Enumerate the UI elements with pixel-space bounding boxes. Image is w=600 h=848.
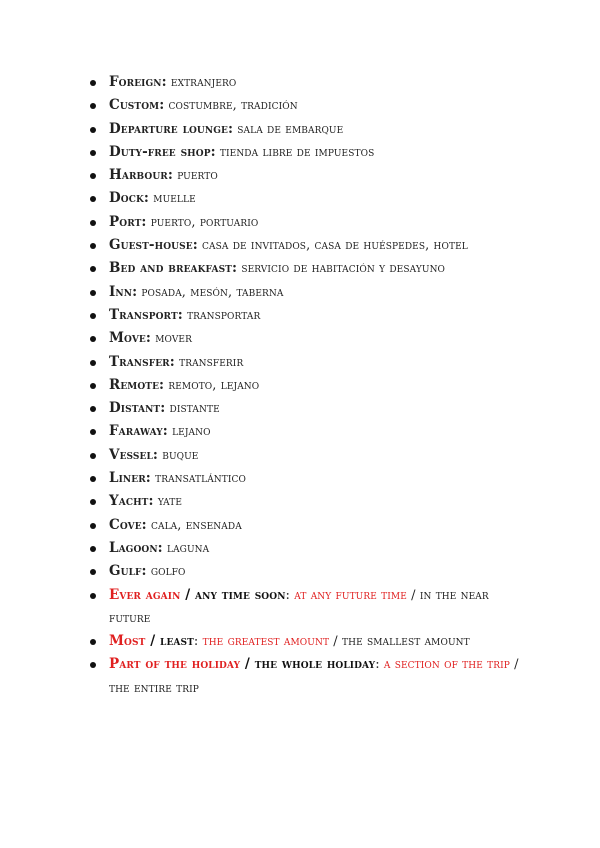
- bullet-icon: [90, 453, 96, 459]
- vocab-item: [88, 351, 528, 374]
- colon: :: [375, 657, 384, 673]
- bullet-icon: [90, 173, 96, 179]
- term-b: the whole holiday: [254, 656, 376, 673]
- term: Duty-free shop:: [109, 143, 216, 160]
- definition: laguna: [167, 540, 210, 556]
- definition: cala, ensenada: [151, 517, 242, 533]
- definition-b: in the near future: [109, 587, 489, 626]
- vocab-item: [88, 141, 528, 164]
- term: Yacht:: [109, 493, 154, 510]
- bullet-icon: [90, 569, 96, 575]
- definition: golfo: [150, 564, 186, 580]
- slash: /: [145, 633, 161, 650]
- definition-b: the entire trip: [109, 680, 199, 696]
- vocab-item: [88, 490, 528, 513]
- bullet-icon: [90, 127, 96, 133]
- definition: casa de invitados, casa de huéspedes, hotel: [202, 238, 468, 254]
- term: Move:: [109, 330, 151, 347]
- bullet-icon: [90, 429, 96, 435]
- vocab-item: [88, 164, 528, 187]
- bullet-icon: [90, 476, 96, 482]
- definition: tienda libre de impuestos: [219, 144, 375, 160]
- term: Inn:: [109, 283, 138, 300]
- vocabulary-list: [88, 71, 528, 700]
- term: Dock:: [109, 190, 150, 207]
- vocab-item: [88, 560, 528, 583]
- colon: :: [193, 634, 203, 650]
- bullet-icon: [90, 546, 96, 552]
- term: Transfer:: [109, 353, 175, 370]
- bullet-icon: [90, 220, 96, 226]
- bullet-icon: [90, 150, 96, 156]
- vocab-item: [88, 257, 528, 280]
- term-b: any time soon: [195, 586, 286, 603]
- vocab-pair-item: [88, 653, 528, 700]
- vocab-item: [88, 420, 528, 443]
- vocab-item: [88, 537, 528, 560]
- term: Transport:: [109, 306, 183, 323]
- bullet-icon: [90, 336, 96, 342]
- vocab-pair-item: [88, 584, 528, 631]
- bullet-icon: [90, 499, 96, 505]
- vocab-item: [88, 444, 528, 467]
- slash: /: [180, 586, 196, 603]
- term: Departure lounge:: [109, 120, 234, 137]
- definition-a: a section of the trip: [383, 657, 510, 673]
- term: Foreign:: [109, 74, 167, 90]
- term: Cove:: [109, 516, 147, 533]
- vocab-pair-item: [88, 630, 528, 653]
- definition: sala de embarque: [237, 121, 344, 137]
- definition: remoto, lejano: [168, 377, 260, 393]
- slash: /: [406, 587, 420, 603]
- bullet-icon: [90, 290, 96, 296]
- term-b: least: [160, 633, 194, 650]
- term: Vessel:: [109, 446, 159, 463]
- definition: yate: [157, 494, 183, 510]
- vocab-item: [88, 467, 528, 490]
- term: Bed and breakfast:: [109, 260, 238, 277]
- term: Liner:: [109, 470, 151, 487]
- definition: puerto: [177, 168, 218, 184]
- term: Lagoon:: [109, 539, 163, 556]
- term: Distant:: [109, 400, 166, 417]
- definition: muelle: [153, 191, 196, 207]
- bullet-icon: [90, 103, 96, 109]
- definition-a: the greatest amount: [202, 634, 330, 650]
- vocab-item: [88, 187, 528, 210]
- bullet-icon: [90, 639, 96, 645]
- definition: distante: [169, 401, 220, 417]
- bullet-icon: [90, 383, 96, 389]
- vocab-item: [88, 234, 528, 257]
- vocab-item: [88, 397, 528, 420]
- vocab-item: [88, 327, 528, 350]
- definition: lejano: [172, 424, 211, 440]
- slash: /: [240, 656, 255, 673]
- vocab-item: [88, 304, 528, 327]
- term: Custom:: [109, 97, 165, 114]
- bullet-icon: [90, 593, 96, 599]
- bullet-icon: [90, 406, 96, 412]
- vocab-item: [88, 211, 528, 234]
- term: Remote:: [109, 376, 165, 393]
- term-a: Ever again: [109, 586, 181, 603]
- definition: mover: [155, 331, 192, 347]
- bullet-icon: [90, 80, 96, 86]
- bullet-icon: [90, 196, 96, 202]
- vocab-item: [88, 71, 528, 94]
- bullet-icon: [90, 662, 96, 668]
- term: Port:: [109, 213, 147, 230]
- definition: posada, mesón, taberna: [141, 284, 284, 300]
- definition: transferir: [179, 354, 244, 370]
- vocab-item: [88, 94, 528, 117]
- slash: /: [509, 657, 519, 673]
- definition-b: the smallest amount: [342, 634, 470, 650]
- definition: costumbre, tradición: [168, 98, 298, 114]
- vocab-item: [88, 118, 528, 141]
- definition: servicio de habitación y desayuno: [241, 261, 446, 277]
- vocab-item: [88, 281, 528, 304]
- term: Guest-house:: [109, 237, 198, 254]
- colon: :: [285, 587, 295, 603]
- definition: transatlántico: [155, 471, 246, 487]
- definition-a: at any future time: [294, 587, 407, 603]
- definition: transportar: [187, 307, 261, 323]
- vocab-item: [88, 514, 528, 537]
- definition: buque: [162, 447, 199, 463]
- slash: /: [329, 634, 343, 650]
- bullet-icon: [90, 243, 96, 249]
- term-a: Part of the holiday: [109, 656, 241, 673]
- term-a: Most: [109, 633, 146, 650]
- vocab-item: [88, 374, 528, 397]
- bullet-icon: [90, 523, 96, 529]
- term: Gulf:: [109, 563, 147, 580]
- definition: puerto, portuario: [150, 214, 259, 230]
- definition: extranjero: [170, 75, 237, 90]
- bullet-icon: [90, 360, 96, 366]
- term: Harbour:: [109, 167, 173, 184]
- bullet-icon: [90, 313, 96, 319]
- bullet-icon: [90, 266, 96, 272]
- term: Faraway:: [109, 423, 168, 440]
